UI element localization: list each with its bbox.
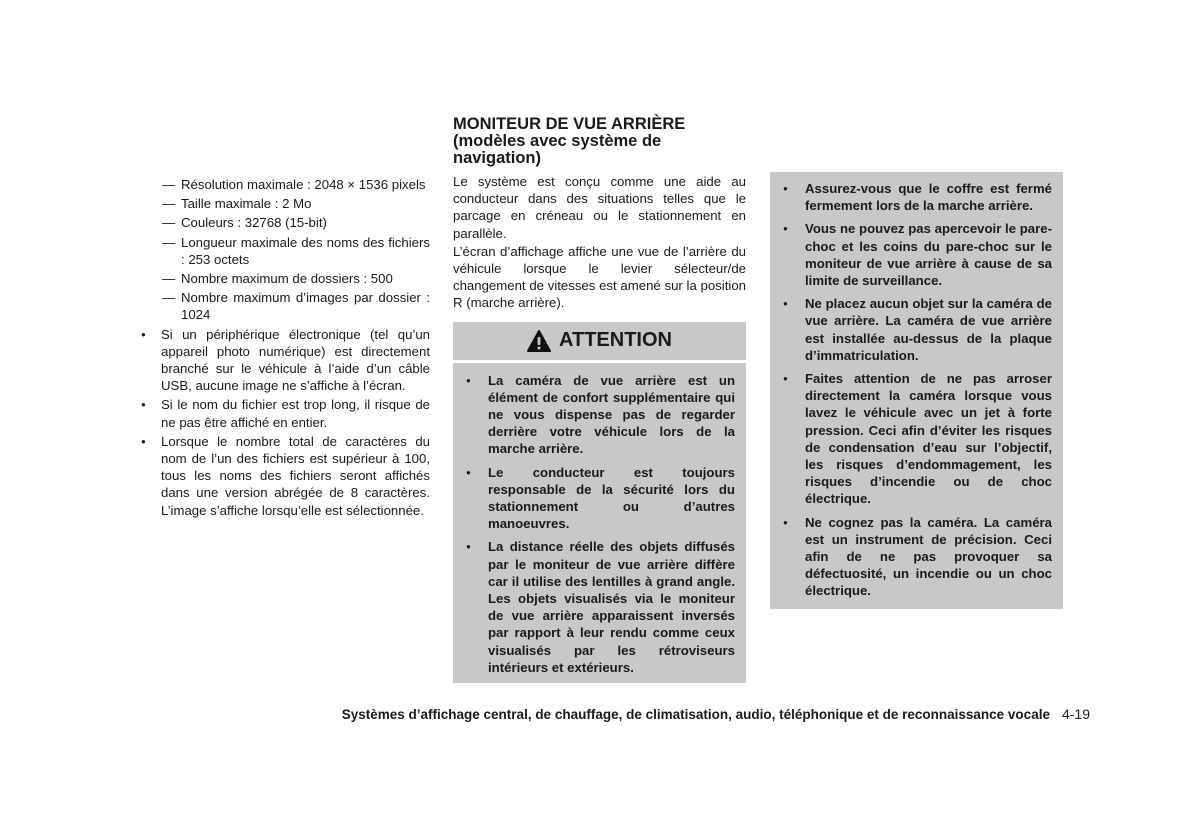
spec-item: — Longueur maximale des noms des fichiers : 253 octets	[140, 234, 430, 268]
attention-header	[453, 322, 746, 360]
spec-item: — Résolution maximale : 2048 × 1536 pixels	[140, 176, 430, 193]
attention-item: ● La distance réelle des objets diffusés par le moniteur de vue arrière diffère car il utilise des lentilles à grand angle. Les objets visualisés via le moniteur de vue arrière apparaissent inversés par rapport à leur rendu comme ceux visualisés par les rétroviseurs intérieurs et extérieurs.	[464, 538, 735, 676]
right-caution-box	[770, 172, 1063, 609]
caution-item: ● Ne placez aucun objet sur la caméra de vue arrière. La caméra de vue arrière est installée au-dessus de la plaque d’immatriculation.	[781, 295, 1052, 364]
attention-item: ● Le conducteur est toujours responsable de la sécurité lors du stationnement ou d’autres manoeuvres.	[464, 464, 735, 533]
attention-body	[453, 363, 746, 683]
bullet-item: ● Si le nom du fichier est trop long, il risque de ne pas être affiché en entier.	[140, 396, 430, 430]
footer-section-title: Systèmes d’affichage central, de chauffage, de climatisation, audio, téléphonique et de reconnaissance vocale	[341, 707, 1050, 722]
spec-item: — Couleurs : 32768 (15-bit)	[140, 214, 430, 231]
page-footer	[300, 706, 1090, 722]
bullet-item: ● Si un périphérique électronique (tel qu’un appareil photo numérique) est directement branché sur le véhicule à l’aide d’un câble USB, aucune image ne s’affiche à l’écran.	[140, 326, 430, 395]
section-heading: MONITEUR DE VUE ARRIÈRE (modèles avec système de navigation)	[453, 115, 686, 167]
attention-item: ● La caméra de vue arrière est un élément de confort supplémentaire qui ne vous dispense pas de regarder derrière votre véhicule lors de la marche arrière.	[464, 372, 735, 458]
spec-item: — Nombre maximum d’images par dossier : 1024	[140, 289, 430, 323]
caution-item: ● Assurez-vous que le coffre est fermé fermement lors de la marche arrière.	[781, 180, 1052, 214]
warning-icon	[527, 330, 551, 352]
spec-item: — Taille maximale : 2 Mo	[140, 195, 430, 212]
page-number: 4-19	[1061, 706, 1090, 722]
caution-item: ● Ne cognez pas la caméra. La caméra est un instrument de précision. Ceci afin de ne pas provoquer sa défectuosité, un incendie ou un choc électrique.	[781, 514, 1052, 600]
caution-item: ● Vous ne pouvez pas apercevoir le pare-choc et les coins du pare-choc sur le moniteur de vue arrière à cause de sa limite de surveillance.	[781, 220, 1052, 289]
attention-label: ATTENTION	[559, 329, 672, 352]
bullet-item: ● Lorsque le nombre total de caractères du nom de l’un des fichiers est supérieur à 100, tous les noms des fichiers seront affichés dans une version abrégée de 8 caractères. L’image s’affiche lorsqu’elle est sélectionnée.	[140, 433, 430, 519]
middle-column	[453, 116, 746, 683]
caution-item: ● Faites attention de ne pas arroser directement la caméra lorsque vous lavez le véhicule avec un jet à forte pression. Ceci afin d’éviter les risques de condensation d’eau sur l’objectif, les risques d’endommagement, les risques d’incendie ou de choc électrique.	[781, 370, 1052, 508]
paragraph: Le système est conçu comme une aide au conducteur dans des situations telles que le parcage en créneau ou le stationnement en parallèle.	[453, 174, 746, 241]
left-column	[140, 176, 430, 521]
paragraph: L’écran d’affichage affiche une vue de l’arrière du véhicule lorsque le levier sélecteur/de changement de vitesses est amené sur la position R (marche arrière).	[453, 243, 746, 311]
spec-item: — Nombre maximum de dossiers : 500	[140, 270, 430, 287]
